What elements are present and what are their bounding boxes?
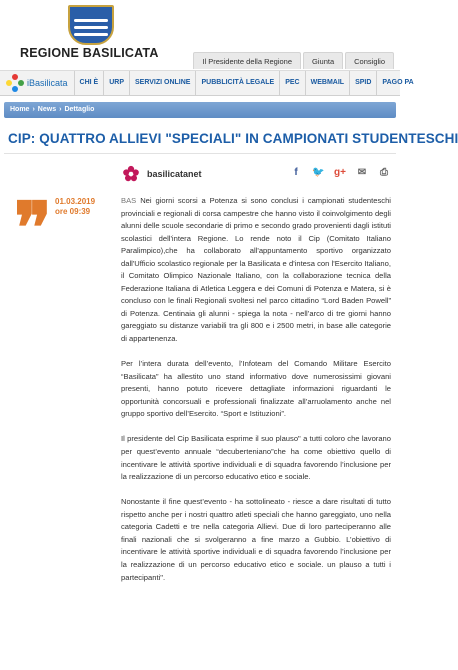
ibasilicata-logo[interactable] [0, 71, 75, 95]
brand-title[interactable]: REGIONE BASILICATA [20, 46, 159, 60]
tab-presidente[interactable]: Il Presidente della Regione [193, 52, 301, 69]
nav-spid[interactable]: SPID [350, 71, 377, 95]
top-tabs [193, 52, 394, 69]
breadcrumb-separator: › [32, 106, 35, 113]
article-paragraph: Nonostante il fine quest’evento - ha sottolineato - riesce a dare risultati di tutto rispetto anche per i nostri quattro atleti speciali che hanno gareggiato, uno nella categoria Cadetti e tre nella categoria Allievi. Due di loro parteciperanno alle finali nazionali che si svolgeranno a fine marzo a Gubbio. L’obiettivo di incentivare le attività sportive individuali e di squadra favorendo l’inclusione per la realizzazione di un percorso educativo etico e sociale. un plauso a tutti i partecipanti". [121, 497, 391, 582]
breadcrumb-dettaglio: Dettaglio [64, 106, 95, 113]
basilicatanet-flower-icon [122, 165, 140, 183]
ibasilicata-dots-icon [6, 74, 24, 92]
tab-consiglio[interactable]: Consiglio [345, 52, 394, 69]
site-header [0, 0, 400, 72]
article-paragraph: Per l’intera durata dell’evento, l’Infoteam del Comando Militare Esercito “Basilicata” ha allestito uno stand informativo dove numerosissimi giovani presenti, hanno potuto ricevere dettagliate informazioni riguardanti le opportunità concorsuali e professionali finalizzate all’arruolamento anche nel gruppo sportivo dell’Esercito. “Sport e Istituzioni”. [121, 359, 391, 419]
paragraph-text: Nei giorni scorsi a Potenza si sono conclusi i campionati studenteschi provinciali e regionali di corsa campestre che hanno visto il coinvolgimento degli alunni delle scuole secondarie di primo e secondo grado provenienti dagli istituti scolastici dell'intera Regione. Lo rende noto il Cip (Comitato Italiano Paralimpico),che ha collaborato all'appuntamento sportivo organizzato dall'Ufficio scolastico regionale per la Basilicata e d'intesa con l'Esercito Italiano, il Comitato Olimpico Nazionale Italiano, con la collaborazione tecnica della Federazione Italiana di Atletica Leggera e dei Comuni di Potenza e Matera, si è concluso con le finali Regionali svoltesi nel parco cittadino “Lord Baden Powell” di Potenza. Centinaia gli alunni - spiega la nota - nell’arco di tre giorni hanno gareggiato su distanze variabili tra gli 800 e i 2500 metri, in base alle categorie di appartenenza. [121, 196, 391, 344]
article-paragraph [121, 195, 391, 346]
article-body [121, 195, 391, 597]
nav-pubblicita-legale[interactable]: PUBBLICITÀ LEGALE [196, 71, 280, 95]
nav-pec[interactable]: PEC [280, 71, 305, 95]
share-toolbar [290, 167, 390, 178]
date-text: 01.03.2019 [55, 197, 96, 206]
nav-webmail[interactable]: WEBMAIL [306, 71, 350, 95]
email-icon[interactable]: ✉ [357, 167, 367, 178]
ibasilicata-text: iBasilicata [27, 78, 68, 88]
article-paragraph: Il presidente del Cip Basilicata esprime il suo plauso" a tutti coloro che lavorano per quest’evento annuale “decuberteniano”che ha come obiettivo quello di incentivare le attività sportive individuali e di squadra favorendo l’inclusione per la realizzazione di un percorso educativo etico e sociale. [121, 434, 391, 482]
breadcrumb-home[interactable]: Home [10, 106, 30, 113]
main-nav [0, 70, 414, 96]
lead-tag: BAS [121, 196, 137, 205]
nav-chi-e[interactable]: CHI È [75, 71, 105, 95]
page-title: CIP: QUATTRO ALLIEVI "SPECIALI" IN CAMPIONATI STUDENTESCHI [8, 131, 458, 146]
breadcrumb-separator: › [59, 106, 62, 113]
nav-servizi-online[interactable]: SERVIZI ONLINE [130, 71, 197, 95]
facebook-icon[interactable]: f [294, 167, 298, 178]
google-plus-icon[interactable]: g+ [334, 167, 346, 178]
nav-urp[interactable]: URP [104, 71, 130, 95]
quote-mark-icon: ❞ [14, 186, 52, 269]
regione-crest-icon[interactable] [68, 5, 114, 45]
breadcrumb [4, 102, 396, 118]
breadcrumb-news[interactable]: News [37, 106, 57, 113]
source-name[interactable]: basilicatanet [147, 169, 202, 179]
tab-giunta[interactable]: Giunta [303, 52, 343, 69]
print-icon[interactable]: ⎙ [380, 167, 388, 178]
article-date [55, 197, 95, 217]
title-divider [4, 153, 396, 154]
time-text: ore 09:39 [55, 207, 91, 216]
nav-pago-pa[interactable]: PAGO PA [382, 79, 414, 86]
twitter-icon[interactable]: 🐦 [312, 167, 325, 178]
